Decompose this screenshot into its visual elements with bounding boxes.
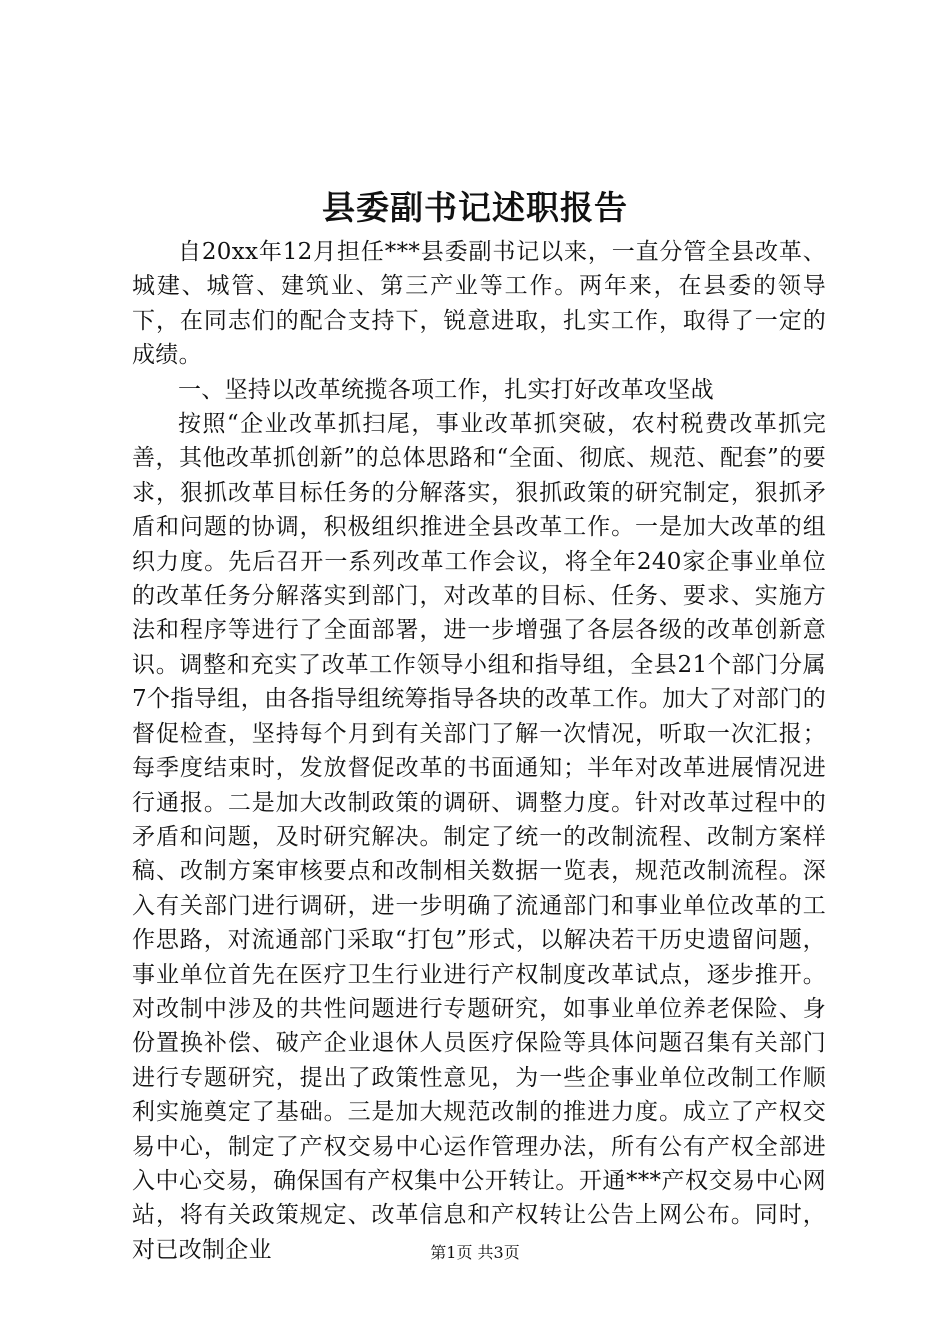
page-footer: 第1页 共3页: [430, 1243, 520, 1262]
document-body: [132, 235, 826, 1267]
intro-paragraph: 自20xx年12月担任***县委副书记以来，一直分管全县改革、城建、城管、建筑业、第三产业等工作。两年来，在县委的领导下，在同志们的配合支持下，锐意进取，扎实工作，取得了一定的成绩。: [132, 239, 826, 369]
body-paragraph: 按照“企业改革抓扫尾，事业改革抓突破，农村税费改革抓完善，其他改革抓创新”的总体思路和“全面、彻底、规范、配套”的要求，狠抓改革目标任务的分解落实，狠抓政策的研究制定，狠抓矛盾和问题的协调，积极组织推进全县改革工作。一是加大改革的组织力度。先后召开一系列改革工作会议，将全年240家企事业单位的改革任务分解落实到部门，对改革的目标、任务、要求、实施方法和程序等进行了全面部署，进一步增强了各层各级的改革创新意识。调整和充实了改革工作领导小组和指导组，全县21个部门分属7个指导组，由各指导组统筹指导各块的改革工作。加大了对部门的督促检查，坚持每个月到有关部门了解一次情况，听取一次汇报；每季度结束时，发放督促改革的书面通知；半年对改革进展情况进行通报。二是加大改制政策的调研、调整力度。针对改革过程中的矛盾和问题，及时研究解决。制定了统一的改制流程、改制方案样稿、改制方案审核要点和改制相关数据一览表，规范改制流程。深入有关部门进行调研，进一步明确了流通部门和事业单位改革的工作思路，对流通部门采取“打包”形式，以解决若干历史遗留问题，事业单位首先在医疗卫生行业进行产权制度改革试点，逐步推开。对改制中涉及的共性问题进行专题研究，如事业单位养老保险、身份置换补偿、破产企业退休人员医疗保险等具体问题召集有关部门进行专题研究，提出了政策性意见，为一些企事业单位改制工作顺利实施奠定了基础。三是加大规范改制的推进力度。成立了产权交易中心，制定了产权交易中心运作管理办法，所有公有产权全部进入中心交易，确保国有产权集中公开转让。开通***产权交易中心网站，将有关政策规定、改革信息和产权转让公告上网公布。同时，对已改制企业: [132, 411, 826, 1263]
document-title: 县委副书记述职报告: [322, 188, 628, 227]
section-heading: 一、坚持以改革统揽各项工作，扎实打好改革攻坚战: [178, 376, 714, 403]
